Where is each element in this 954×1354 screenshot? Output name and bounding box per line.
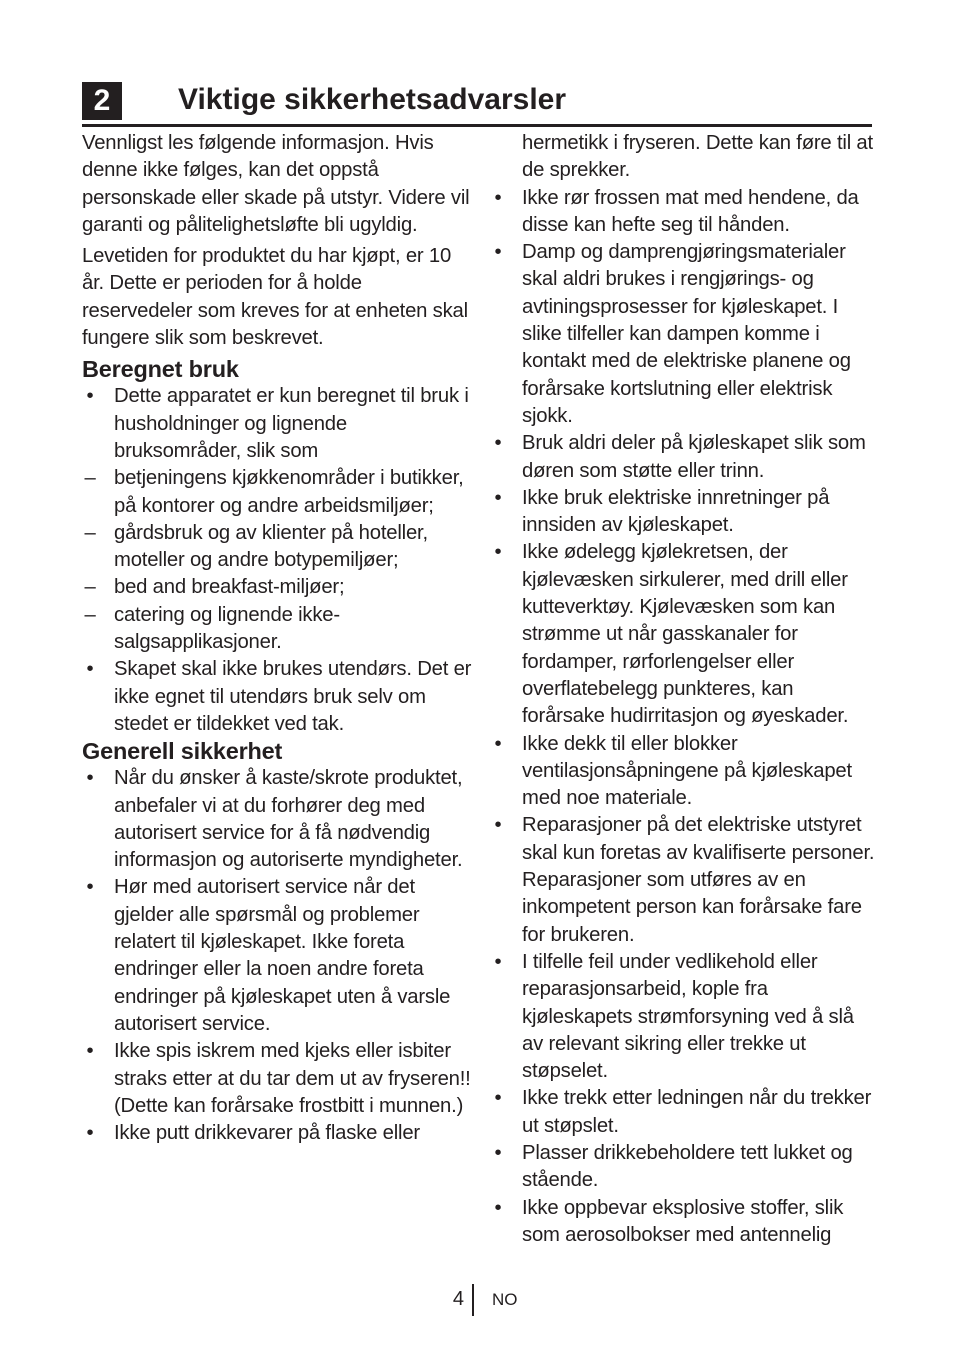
list-item-text: Ikke trekk etter ledningen når du trekker ut støpslet. [522,1087,872,1137]
list-item [490,812,880,948]
bullet-marker: • [494,1087,502,1110]
right-column [490,130,880,1249]
list-item [82,656,472,738]
bullet-marker: • [494,486,502,509]
list-item-text: bed and breakfast-miljøer; [114,576,345,599]
list-item-text: Ikke dekk til eller blokker ventilasjonsåpningene på kjøleskapet med noe materiale. [522,732,852,810]
dash-marker: – [84,576,96,599]
list-item [490,1085,880,1140]
list-item [490,185,880,240]
bullet-marker: • [494,1196,502,1219]
bullet-marker: • [494,432,502,455]
list-item-text: Når du ønsker å kaste/skrote produktet, anbefaler vi at du forhører deg med autorisert service for å få nødvendig informasjon og autoriserte myndigheter. [114,767,463,872]
list-item [82,383,472,465]
left-column [82,130,472,1147]
intro-paragraph: Vennligst les følgende informasjon. Hvis denne ikke følges, kan det oppstå personskade eller skade på utstyr. Videre vil garanti og pålitelighetsløfte bli ugyldig. [82,132,470,236]
list-item [490,949,880,1085]
bullet-marker: • [86,658,94,681]
list-item [490,731,880,813]
list-item [490,485,880,540]
list-item [490,539,880,730]
bullet-marker: • [86,1122,94,1145]
section-header [82,80,872,127]
footer-divider [472,1284,474,1316]
list-item-text: catering og lignende ikke-salgsapplikasjoner. [114,603,340,654]
list-item [490,1140,880,1195]
right-safety-list [490,185,880,1250]
bullet-marker: • [86,1040,94,1063]
list-item-text: Hør med autorisert service når det gjelder alle spørsmål og problemer relatert til kjøleskapet. Ikke foreta endringer eller la noen andre foreta endringer på kjøleskapet uten å varsle autorisert service. [114,876,451,1035]
bullet-marker: • [494,241,502,264]
lifetime-paragraph: Levetiden for produktet du har kjøpt, er 10 år. Dette er perioden for å holde reservedeler som kreves for at enheten skal fungere slik som beskrevet. [82,245,468,350]
page-number: 4 [452,1288,464,1310]
list-item [82,574,472,601]
section-title: Viktige sikkerhetsadvarsler [178,83,567,116]
list-item-text: Ikke bruk elektriske innretninger på innsiden av kjøleskapet. [522,486,830,537]
dash-marker: – [84,521,96,544]
language-code: NO [492,1290,518,1309]
list-item-text: Ikke spis iskrem med kjeks eller isbiter straks etter at du tar dem ut av fryseren!! (Dette kan forårsake frostbitt i munnen.) [114,1040,471,1117]
dash-marker: – [84,603,96,626]
bullet-marker: • [494,1141,502,1164]
list-item-text: Reparasjoner på det elektriske utstyret skal kun foretas av kvalifiserte personer. Reparasjoner som utføres av en inkompetent person kan forårsake fare for brukeren. [522,814,875,946]
list-item [82,1038,472,1120]
general-safety-heading: Generell sikkerhet [82,738,283,765]
list-item-text: Dette apparatet er kun beregnet til bruk i husholdninger og lignende bruksområder, slik som [114,385,469,462]
list-item [490,1195,880,1250]
intended-use-list [82,383,472,738]
list-item-text: Bruk aldri deler på kjøleskapet slik som døren som støtte eller trinn. [522,432,866,482]
list-item [82,1120,472,1147]
list-item [490,239,880,430]
bullet-marker: • [494,950,502,973]
section-number-badge: 2 [82,82,122,120]
continued-item-text: hermetikk i fryseren. Dette kan føre til at de sprekker. [522,132,873,182]
list-item [82,520,472,575]
bullet-marker: • [494,732,502,755]
bullet-marker: • [86,876,94,899]
bullet-marker: • [86,385,94,408]
page-footer [0,1284,954,1316]
list-item-text: Ikke oppbevar eksplosive stoffer, slik som aerosolbokser med antennelig [522,1196,844,1246]
list-item [82,874,472,1038]
list-item [490,430,880,485]
dash-marker: – [84,467,96,490]
list-item-text: betjeningens kjøkkenområder i butikker, på kontorer og andre arbeidsmiljøer; [114,467,464,517]
list-item-text: Plasser drikkebeholdere tett lukket og stående. [522,1141,853,1192]
list-item-text: I tilfelle feil under vedlikehold eller reparasjonsarbeid, kople fra kjøleskapets strømforsyning ved å slå av relevant sikring eller trekke ut støpselet. [522,950,854,1083]
bullet-marker: • [494,541,502,564]
list-item-text: gårdsbruk og av klienter på hoteller, moteller og andre botypemiljøer; [114,521,428,572]
bullet-marker: • [494,814,502,837]
list-item-text: Ikke rør frossen mat med hendene, da disse kan hefte seg til hånden. [522,186,859,236]
list-item-text: Ikke putt drikkevarer på flaske eller [114,1122,420,1145]
list-item [82,765,472,874]
bullet-marker: • [494,186,502,209]
list-item-text: Ikke ødelegg kjølekretsen, der kjølevæsken sirkulerer, med drill eller kutteverktøy. Kjølevæsken som kan strømme ut når gasskanaler for fordamper, rørforlengelser eller overflatebelegg punkteres, kan forårsake hudirritasjon og øyeskader. [522,541,849,728]
list-item [82,602,472,657]
general-safety-list [82,765,472,1147]
bullet-marker: • [86,767,94,790]
list-item-text: Skapet skal ikke brukes utendørs. Det er ikke egnet til utendørs bruk selv om stedet er tildekket ved tak. [114,658,472,735]
intended-use-heading: Beregnet bruk [82,356,239,383]
list-item-text: Damp og damprengjøringsmaterialer skal aldri brukes i rengjørings- og avtiningsprosesser for kjøleskapet. I slike tilfeller kan dampen komme i kontakt med de elektriske planene og forårsake kortslutning eller elektrisk sjokk. [522,241,851,427]
list-item [82,465,472,520]
